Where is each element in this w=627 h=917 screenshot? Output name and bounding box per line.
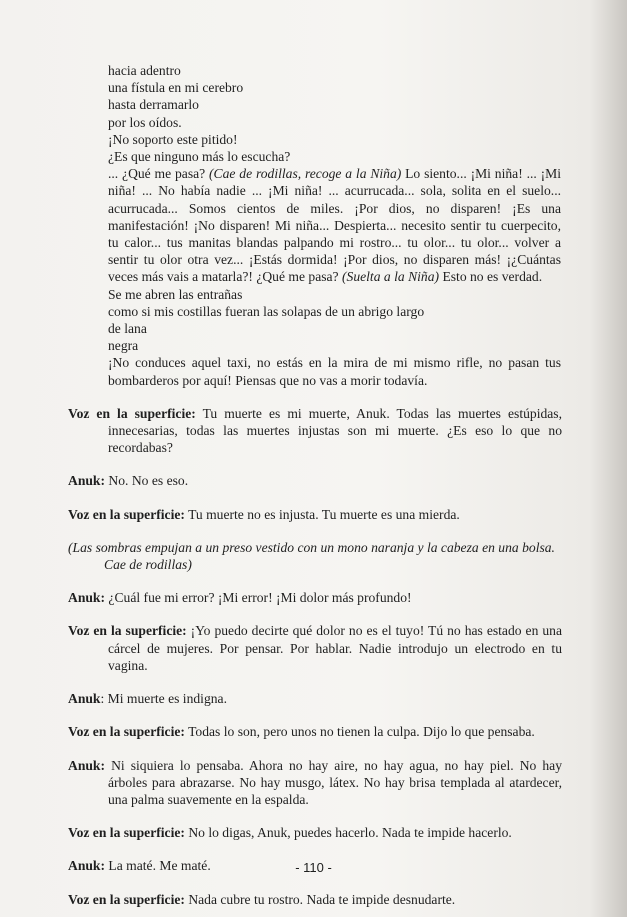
dialogue-entry xyxy=(68,506,562,523)
verse-line: negra xyxy=(108,338,139,354)
speech-text: ¿Cuál fue mi error? ¡Mi error! ¡Mi dolor más profundo! xyxy=(105,590,412,606)
speaker-label: Anuk xyxy=(68,691,101,707)
speaker-label: Voz en la superficie: xyxy=(68,724,185,740)
verse-line: ¿Es que ninguno más lo escucha? xyxy=(108,149,291,165)
verse-block-top xyxy=(108,62,561,389)
speech-text: : Mi muerte es indigna. xyxy=(100,691,227,707)
dialogue-entry xyxy=(68,589,562,606)
verse-line: una fístula en mi cerebro xyxy=(108,80,244,96)
verse-line: de lana xyxy=(108,321,147,337)
dialogue-entry xyxy=(68,472,562,489)
stage-direction: (Las sombras empujan a un preso vestido con un mono naranja y la cabeza en una bolsa. Cae de rodillas) xyxy=(68,539,555,573)
dialogue-entry xyxy=(68,824,562,841)
speech-text: Tu muerte es mi muerte, Anuk. Todas las muertes estúpidas, innecesarias, todas las muertes injustas son mi muerte. ¿Es eso lo que no recordabas? xyxy=(108,405,562,456)
monologue-text: Esto no es verdad. xyxy=(439,269,543,285)
monologue-paragraph: ¡No conduces aquel taxi, no estás en la mira de mi mismo rifle, no pasan tus bombarderos por aquí! Piensas que no vas a morir todavía. xyxy=(108,355,561,388)
speech-text: No lo digas, Anuk, puedes hacerlo. Nada te impide hacerlo. xyxy=(184,825,512,841)
verse-line: hacia adentro xyxy=(108,63,181,78)
speech-text: Todas lo son, pero unos no tienen la culpa. Dijo lo que pensaba. xyxy=(184,724,535,740)
speaker-label: Voz en la superficie: xyxy=(68,405,196,421)
monologue-text: Lo siento... ¡Mi niña! ... ¡Mi niña! ... No había nadie ... ¡Mi niña! ... acurrucada... sola, solita en el suelo... acurrucada... Somos cientos de miles. ¡Por dios, no disparen! ¡Es una manifestación! ¡No disparen! Mi niña... Despierta... necesito sentir tu cuerpecito, tu calor... tus manitas blandas palpando mi rostro... tu olor... tu olor... volver a sentir tu olor otra vez... ¡Estás dormida! ¡Por dios, no disparen más! ¡¿Cuántas veces más vais a matarla?! ¿Qué me pasa? xyxy=(108,166,561,285)
verse-line: ¡No soporto este pitido! xyxy=(108,131,238,147)
speaker-label: Anuk: xyxy=(68,757,106,773)
speaker-label: Anuk: xyxy=(68,858,106,874)
inline-stage-direction: (Cae de rodillas, recoge a la Niña) xyxy=(209,166,402,182)
dialogue-entry xyxy=(68,690,562,707)
speaker-label: Voz en la superficie: xyxy=(68,623,187,639)
page-body xyxy=(68,62,562,908)
speech-text: No. No es eso. xyxy=(105,473,189,489)
dialogue-entry xyxy=(68,891,562,908)
verse-line: Se me abren las entrañas xyxy=(108,286,243,302)
dialogue-entry xyxy=(68,757,562,809)
speech-text: Tu muerte no es injusta. Tu muerte es una mierda. xyxy=(184,506,460,522)
dialogue-entry xyxy=(68,405,562,457)
speaker-label: Voz en la superficie: xyxy=(68,506,185,522)
speaker-label: Voz en la superficie: xyxy=(68,891,185,907)
verse-line: como si mis costillas fueran las solapas de un abrigo largo xyxy=(108,303,425,319)
dialogue-entry xyxy=(68,723,562,740)
speech-text: La maté. Me maté. xyxy=(105,858,211,874)
page-number: - 110 - xyxy=(295,860,332,875)
speech-text: Ni siquiera lo pensaba. Ahora no hay aire, no hay agua, no hay piel. No hay árboles para abrazarse. No hay musgo, látex. No hay brisa templada al atardecer, una palma suavemente en la espalda. xyxy=(105,757,562,807)
monologue-paragraph xyxy=(108,165,561,285)
verse-line: hasta derramarlo xyxy=(108,97,199,113)
monologue-text: ... ¿Qué me pasa? xyxy=(108,166,210,182)
speech-text: Nada cubre tu rostro. Nada te impide desnudarte. xyxy=(184,891,456,907)
dialogue-entry xyxy=(68,622,562,674)
speaker-label: Anuk: xyxy=(68,473,106,489)
inline-stage-direction: (Suelta a la Niña) xyxy=(342,269,440,285)
speaker-label: Anuk: xyxy=(68,590,106,606)
speech-text: ¡Yo puedo decirte qué dolor no es el tuyo! Tú no has estado en una cárcel de mujeres. Por pensar. Por hablar. Nadie introdujo un electrodo en tu vagina. xyxy=(108,623,562,673)
speaker-label: Voz en la superficie: xyxy=(68,825,185,841)
verse-line: por los oídos. xyxy=(108,114,182,130)
